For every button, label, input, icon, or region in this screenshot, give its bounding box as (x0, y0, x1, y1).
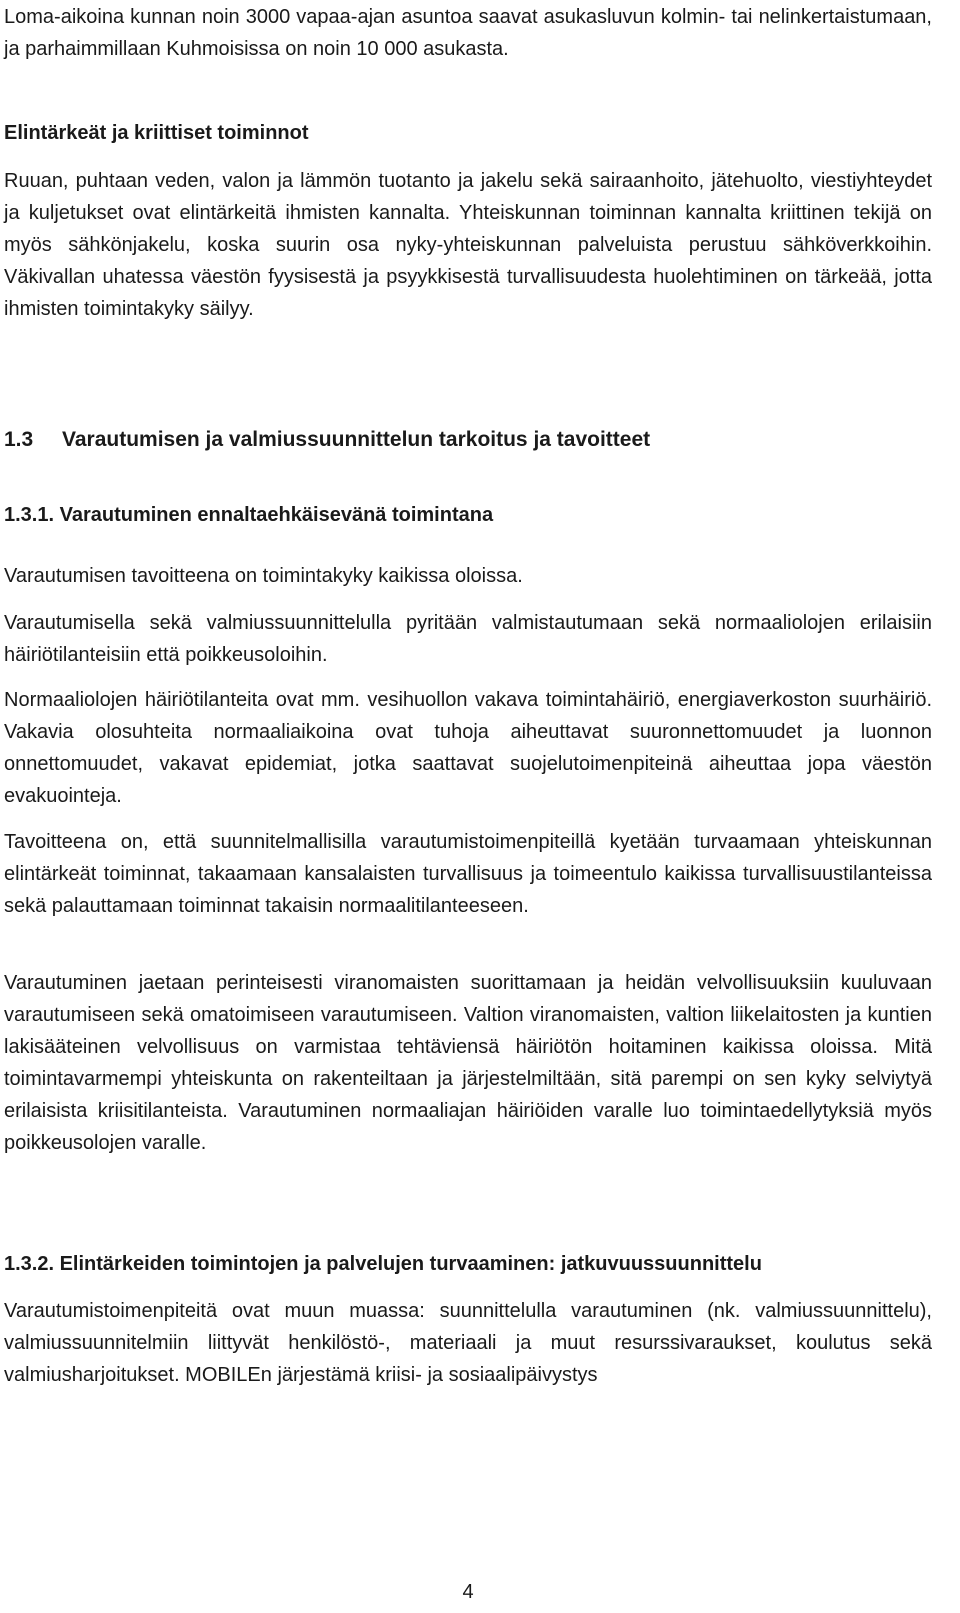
intro-paragraph: Loma-aikoina kunnan noin 3000 vapaa-ajan asuntoa saavat asukasluvun kolmin- tai nelinkertaistumaan, ja parhaimmillaan Kuhmoisissa on noin 10 000 asukasta. (4, 6, 932, 60)
section-1-3-1-paragraph-4: Tavoitteena on, että suunnitelmallisilla varautumistoimenpiteillä kyetään turvaamaan yhteiskunnan elintärkeät toiminnat, takaamaan kansalaisten turvallisuus ja toimeentulo kaikissa turvallisuustilanteissa sekä palauttamaan toiminnat takaisin normaalitilanteeseen. (4, 831, 932, 917)
section-1-3-1-paragraph-1: Varautumisen tavoitteena on toimintakyky kaikissa oloissa. (4, 565, 523, 587)
section-1-3-title: Varautumisen ja valmiussuunnittelun tarkoitus ja tavoitteet (62, 428, 651, 451)
section-1-3-number: 1.3 (4, 428, 34, 451)
section-1-3-heading (4, 424, 932, 456)
critical-functions-paragraph: Ruuan, puhtaan veden, valon ja lämmön tuotanto ja jakelu sekä sairaanhoito, jätehuolto, viestiyhteydet ja kuljetukset ovat elintärkeitä ihmisten kannalta. Yhteiskunnan toiminnan kannalta kriittinen tekijä on myös sähkönjakelu, koska suurin osa nyky-yhteiskunnan palveluista perustuu sähköverkkoihin. Väkivallan uhatessa väestön fyysisestä ja psyykkisestä turvallisuudesta huolehtiminen on tärkeää, jotta ihmisten toimintakyky säilyy. (4, 170, 932, 320)
section-1-3-2-paragraph-1: Varautumistoimenpiteitä ovat muun muassa: suunnittelulla varautuminen (nk. valmiussuunnittelu), valmiussuunnitelmiin liittyvät henkilöstö-, materiaali ja muut resurssivaraukset, koulutus sekä valmiusharjoitukset. MOBILEn järjestämä kriisi- ja sosiaalipäivystys (4, 1300, 932, 1386)
section-1-3-1-paragraph-5: Varautuminen jaetaan perinteisesti viranomaisten suorittamaan ja heidän velvollisuuksiin kuuluvaan varautumiseen sekä omatoimiseen varautumiseen. Valtion viranomaisten, valtion liikelaitosten ja kuntien lakisääteinen velvollisuus on varmistaa tehtäviensä häiriötön hoitaminen kaikissa oloissa. Mitä toimintavarmempi yhteiskunta on rakenteiltaan ja järjestelmiltään, sitä parempi on sen kyky selviytyä erilaisista kriisitilanteista. Varautuminen normaaliajan häiriöiden varalle luo toimintaedellytyksiä myös poikkeusolojen varalle. (4, 972, 932, 1154)
page-number: 4 (462, 1581, 474, 1603)
section-1-3-1-paragraph-2: Varautumisella sekä valmiussuunnittelulla pyritään valmistautumaan sekä normaaliolojen erilaisiin häiriötilanteisiin että poikkeusoloihin. (4, 612, 932, 666)
section-1-3-1-heading: 1.3.1. Varautuminen ennaltaehkäisevänä toimintana (4, 504, 494, 526)
section-1-3-1-paragraph-3: Normaaliolojen häiriötilanteita ovat mm. vesihuollon vakava toimintahäiriö, energiaverkoston suurhäiriö. Vakavia olosuhteita normaaliaikoina ovat tuhoja aiheuttavat suuronnettomuudet ja luonnon onnettomuudet, vakavat epidemiat, jotka saattavat suojelutoimenpiteinä aiheuttaa jopa väestön evakuointeja. (4, 689, 932, 807)
section-1-3-2-heading: 1.3.2. Elintärkeiden toimintojen ja palvelujen turvaaminen: jatkuvuussuunnittelu (4, 1253, 762, 1275)
critical-functions-title: Elintärkeät ja kriittiset toiminnot (4, 122, 309, 144)
